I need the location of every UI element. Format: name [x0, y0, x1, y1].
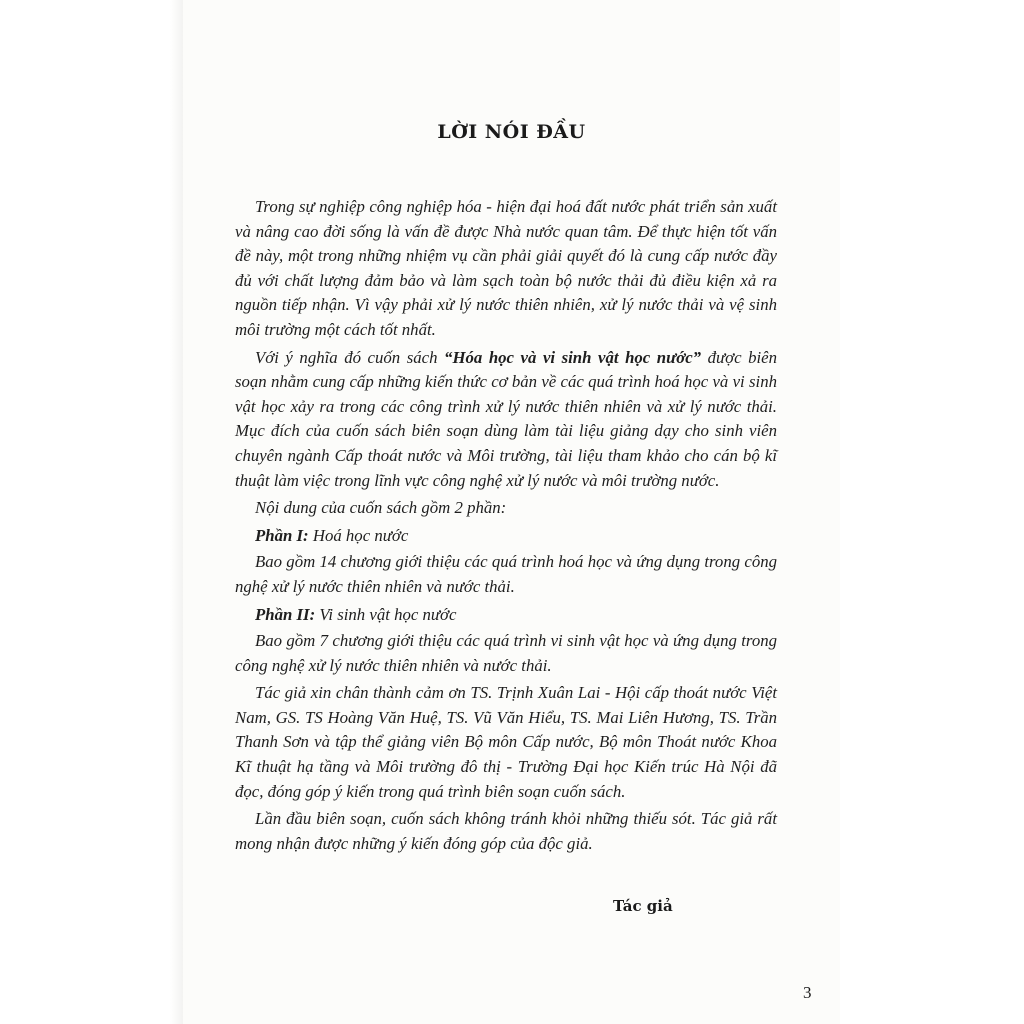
paragraph-intro: Trong sự nghiệp công nghiệp hóa - hiện đại hoá đất nước phát triển sản xuất và nâng cao đời sống là vấn đề được Nhà nước quan tâm. Để thực hiện tốt vấn đề này, một trong những nhiệm vụ cần phải giải quyết đó là cung cấp nước đầy đủ với chất lượng đảm bảo và làm sạch toàn bộ nước thải đủ điều kiện xả ra nguồn tiếp nhận. Vì vậy phải xử lý nước thiên nhiên, xử lý nước thải và vệ sinh môi trường một cách tốt nhất. — [235, 197, 777, 339]
part2-name: Vi sinh vật học nước — [315, 604, 457, 624]
book-page — [183, 0, 840, 1024]
paragraph-purpose — [235, 346, 777, 494]
preface-body — [235, 195, 777, 859]
part1-name: Hoá học nước — [308, 525, 409, 545]
part1-heading — [235, 524, 777, 549]
paragraph-acknowledgements: Tác giả xin chân thành cảm ơn TS. Trịnh Xuân Lai - Hội cấp thoát nước Việt Nam, GS. TS Hoàng Văn Huệ, TS. Vũ Văn Hiểu, TS. Mai Liên Hương, TS. Trần Thanh Sơn và tập thể giảng viên Bộ môn Cấp nước, Bộ môn Thoát nước Khoa Kĩ thuật hạ tầng và Môi trường đô thị - Trường Đại học Kiến trúc Hà Nội đã đọc, đóng góp ý kiến trong quá trình biên soạn cuốn sách. — [235, 683, 777, 801]
part1-description: Bao gồm 14 chương giới thiệu các quá trình hoá học và ứng dụng trong công nghệ xử lý nước thiên nhiên và nước thải. — [235, 552, 777, 596]
page-title: LỜI NÓI ĐẦU — [437, 121, 586, 143]
paragraph-contents: Nội dung của cuốn sách gồm 2 phần: — [255, 498, 507, 518]
page-number: 3 — [803, 983, 812, 1002]
author-signature: Tác giả — [613, 897, 673, 915]
part2-description: Bao gồm 7 chương giới thiệu các quá trình vi sinh vật học và ứng dụng trong công nghệ xử lý nước thiên nhiên và nước thải. — [235, 631, 777, 675]
book-title-text: “Hóa học và vi sinh vật học nước” — [444, 347, 702, 367]
paragraph-closing: Lần đầu biên soạn, cuốn sách không tránh khỏi những thiếu sót. Tác giả rất mong nhận được những ý kiến đóng góp của độc giả. — [235, 809, 777, 853]
part1-label: Phần I: — [255, 525, 309, 545]
purpose-rest-text: được biên soạn nhằm cung cấp những kiến thức cơ bản về các quá trình hoá học và vi sinh vật học xảy ra trong các công trình xử lý nước thiên nhiên và xử lý nước thải. Mục đích của cuốn sách biên soạn dùng làm tài liệu giảng dạy cho sinh viên chuyên ngành Cấp thoát nước và Môi trường, tài liệu tham khảo cho cán bộ kĩ thuật làm việc trong lĩnh vực công nghệ xử lý nước và môi trường nước. — [235, 347, 777, 490]
part2-label: Phần II: — [255, 604, 316, 624]
page-edge-shadow — [170, 0, 184, 1024]
part2-heading — [235, 603, 777, 628]
purpose-lead-text: Với ý nghĩa đó cuốn sách — [255, 347, 445, 367]
